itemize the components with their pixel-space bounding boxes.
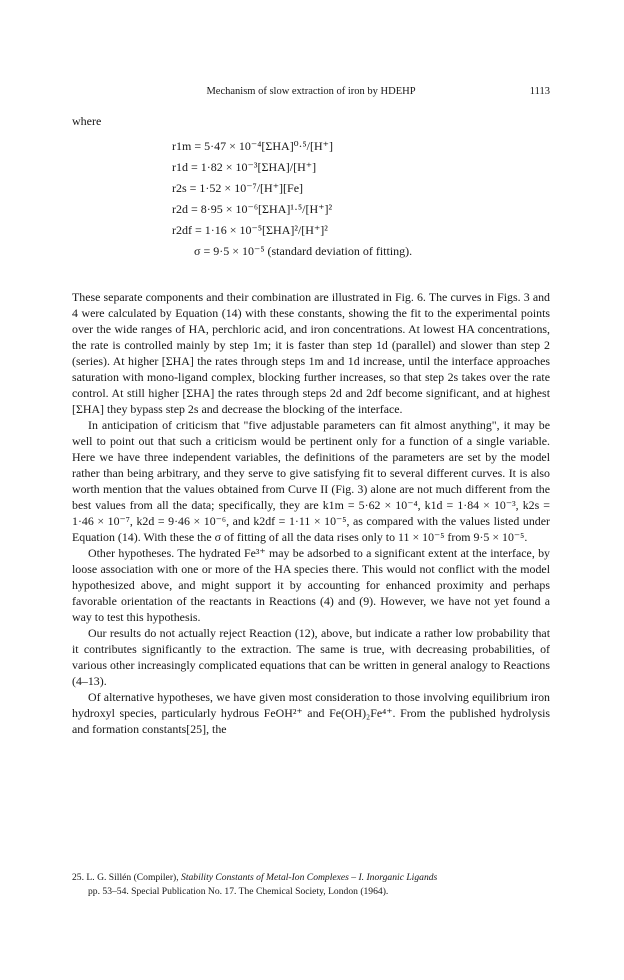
where-label: where	[72, 114, 102, 128]
rate-constant-equations	[172, 136, 412, 262]
equation-sigma: σ = 9·5 × 10⁻⁵ (standard deviation of fitting).	[194, 244, 413, 258]
equation-r2df: r2df = 1·16 × 10⁻⁵[ΣHA]²/[H⁺]²	[172, 223, 328, 237]
footnote-number: 25.	[72, 872, 84, 883]
equation-r1d: r1d = 1·82 × 10⁻³[ΣHA]/[H⁺]	[172, 160, 317, 174]
paragraph: Other hypotheses. The hydrated Fe³⁺ may be adsorbed to a significant extent at the interface, by loose association with one or more of the HA species there. This would not conflict with the model hypothesized above, and might support it by accounting for enhanced proximity and perhaps favorable orientation of the reactants in Reactions (4) and (9). However, we have not yet found a way to test this hypothesis.	[72, 546, 550, 624]
page-number: 1113	[529, 86, 550, 97]
paragraph: These separate components and their combination are illustrated in Fig. 6. The curves in Figs. 3 and 4 were calculated by Equation (14) with these constants, showing the fit to the experimental points over the wide ranges of HA, perchloric acid, and iron concentrations. At lowest HA concentrations, the rate is controlled mainly by step 1m; it is faster than step 1d (parallel) and slower than step 2 (series). At higher [ΣHA] the rates through steps 1m and 1d increase, until the interface approaches saturation with mono-ligand complex, blocking further increases, so that step 2s takes over the rate control. At still higher [ΣHA] the rates through steps 2d and 2df become significant, and at highest [ΣHA] they bypass step 2s and decrease the blocking of the interface.	[72, 290, 550, 416]
paragraph: Our results do not actually reject Reaction (12), above, but indicate a rather low probability that it contributes significantly to the extraction. The same is true, with decreasing probabilities, of various other increasingly complicated equations that can be written in general analogy to Reactions (4–13).	[72, 626, 550, 688]
paragraph: In anticipation of criticism that "five adjustable parameters can fit almost anything", it may be well to point out that such a criticism would be pertinent only for a function of a single variable. Here we have three independent variables, the definitions of the parameters are set by the model rather than being arbitrary, and they serve to give satisfying fit to several different curves. It is also worth mention that the values obtained from Curve II (Fig. 3) alone are not much different from the best values from all the data; specifically, they are k1m = 5·62 × 10⁻⁴, k1d = 1·84 × 10⁻³, k2s = 1·46 × 10⁻⁷, k2d = 9·46 × 10⁻⁶, and k2df = 1·11 × 10⁻⁵, as compared with the values listed under Equation (14). With these the σ of fitting of all the data rises only to 11 × 10⁻⁵ from 9·5 × 10⁻⁵.	[72, 418, 550, 544]
footnote-source: Stability Constants of Metal-Ion Complexes – I. Inorganic Ligands	[181, 872, 438, 883]
footnote-details: pp. 53–54. Special Publication No. 17. The Chemical Society, London (1964).	[88, 886, 389, 897]
equation-r2s: r2s = 1·52 × 10⁻⁷/[H⁺][Fe]	[172, 181, 304, 195]
footnote-author: L. G. Sillén (Compiler),	[86, 872, 179, 883]
paragraph: Of alternative hypotheses, we have given most consideration to those involving equilibrium iron hydroxyl species, particularly hydrous FeOH²⁺ and Fe(OH)₂Fe⁴⁺. From the published hydrolysis and formation constants[25], the	[72, 690, 550, 736]
footnote	[72, 871, 550, 899]
body-text	[72, 289, 550, 737]
equation-r1m: r1m = 5·47 × 10⁻⁴[ΣHA]⁰·⁵/[H⁺]	[172, 139, 334, 153]
running-title: Mechanism of slow extraction of iron by HDEHP	[206, 86, 416, 97]
equation-r2d: r2d = 8·95 × 10⁻⁶[ΣHA]¹·⁵/[H⁺]²	[172, 202, 333, 216]
